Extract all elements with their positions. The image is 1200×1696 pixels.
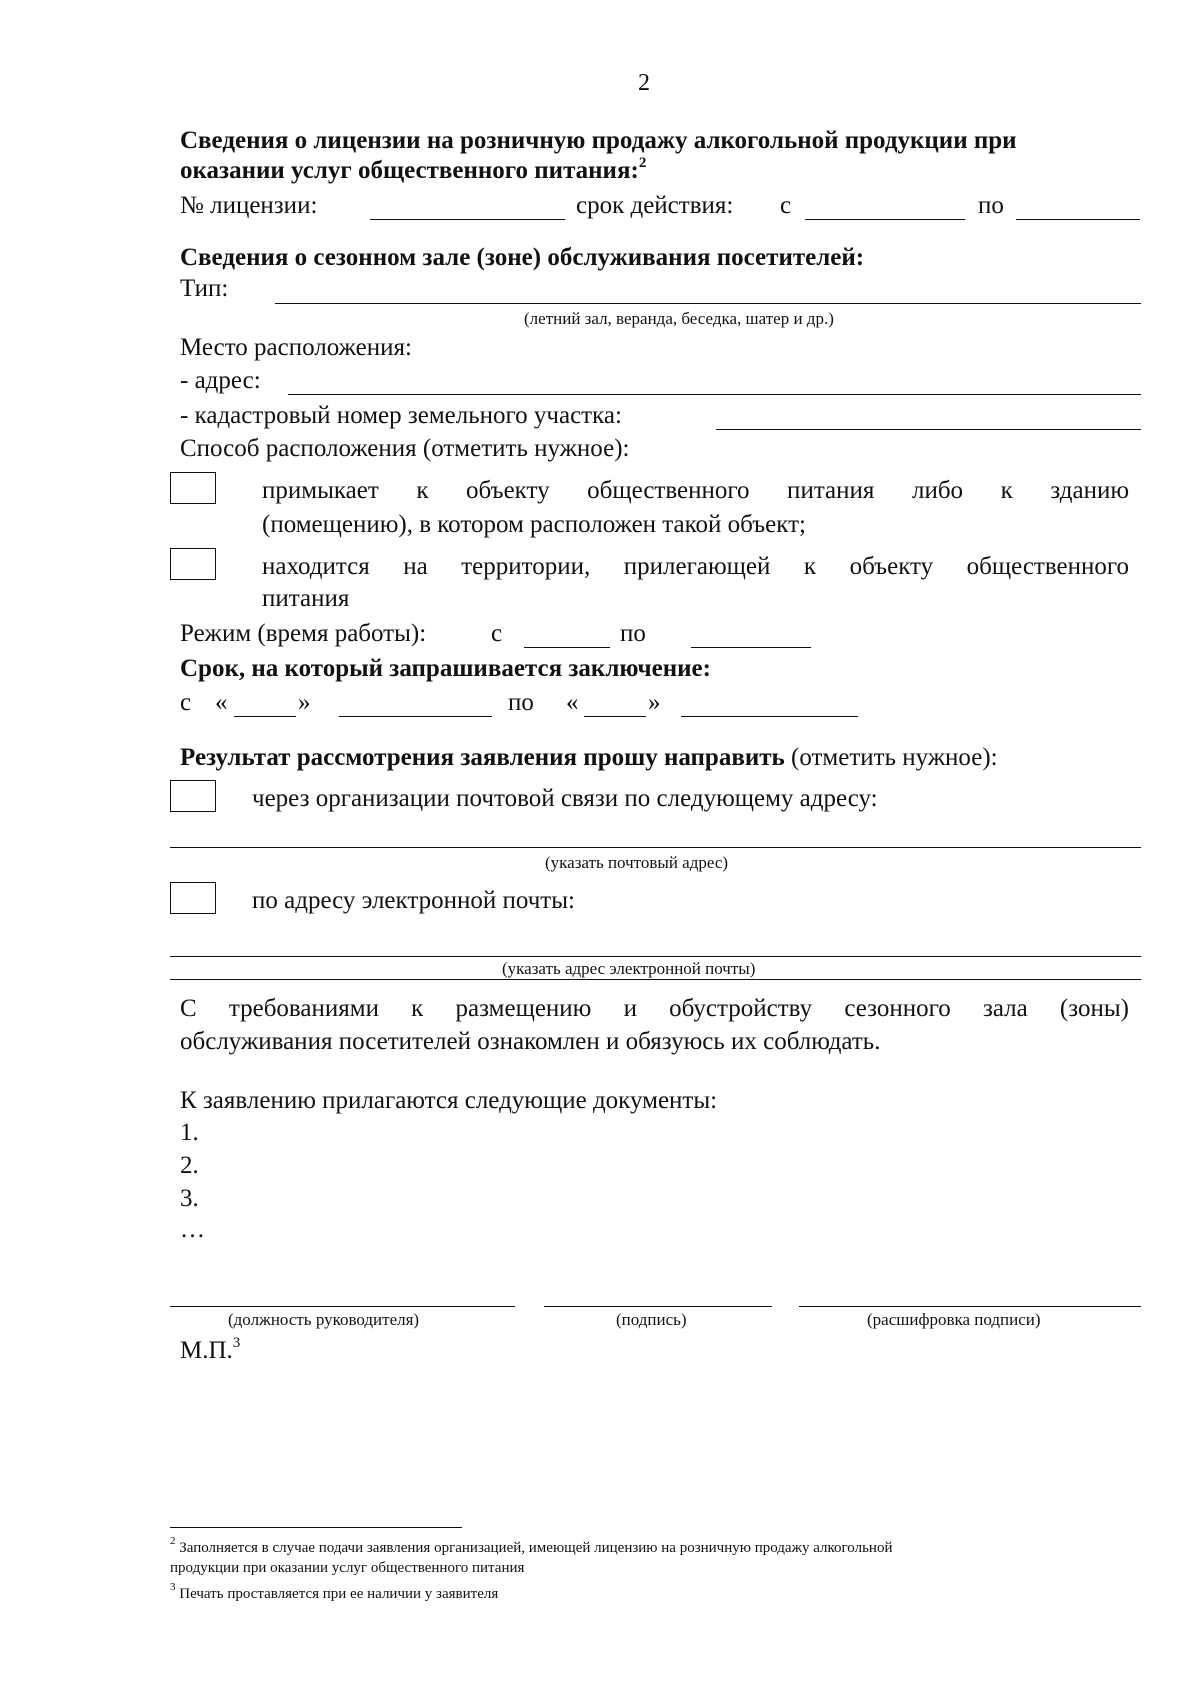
type-hint: (летний зал, веранда, беседка, шатер и др.) [524, 309, 834, 328]
footnote-2-line2: продукции при оказании услуг общественного питания [170, 1560, 525, 1576]
footnote-3 [170, 1581, 499, 1604]
position-field[interactable] [170, 1306, 515, 1307]
email-address-hint: (указать адрес электронной почты) [502, 959, 756, 978]
post-checkbox[interactable] [170, 780, 216, 812]
signature-hint: (подпись) [616, 1310, 687, 1329]
cadastral-field[interactable] [716, 429, 1141, 430]
signature-decode-field[interactable] [799, 1306, 1141, 1307]
type-field[interactable] [275, 303, 1141, 304]
license-from-label: с [780, 192, 792, 219]
license-heading-line2 [180, 156, 646, 186]
post-address-hint: (указать почтовый адрес) [545, 853, 729, 872]
email-option-label: по адресу электронной почты: [252, 887, 575, 914]
term-from-close-quote: » [298, 689, 311, 716]
location-label: Место расположения: [180, 334, 412, 361]
footnote-ref-2: 2 [638, 154, 647, 171]
cadastral-label: - кадастровый номер земельного участка: [180, 402, 622, 429]
term-to-month-year-field[interactable] [681, 716, 858, 717]
agreement-line2: обслуживания посетителей ознакомлен и обязуюсь их соблюдать. [180, 1028, 881, 1055]
hours-label: Режим (время работы): [180, 620, 427, 647]
term-from-day-field[interactable] [234, 716, 296, 717]
footnote-ref-3: 3 [232, 1334, 241, 1351]
result-heading [180, 743, 998, 773]
stamp-label [180, 1336, 240, 1366]
hours-from-field[interactable] [524, 647, 610, 648]
hours-from-label: с [491, 620, 503, 647]
adjacent-checkbox[interactable] [170, 472, 216, 504]
email-checkbox[interactable] [170, 882, 216, 914]
term-from-label: с [180, 689, 192, 716]
attachment-item-more: … [180, 1216, 205, 1243]
stamp-text: М.П. [180, 1337, 233, 1364]
term-from-open-quote: « [215, 689, 228, 716]
term-to-open-quote: « [566, 689, 579, 716]
term-from-month-year-field[interactable] [339, 716, 492, 717]
term-heading: Срок, на который запрашивается заключение: [180, 655, 711, 682]
attachment-item-3: 3. [180, 1185, 199, 1212]
license-to-label: по [978, 192, 1004, 219]
attachment-item-1: 1. [180, 1119, 199, 1146]
email-address-field[interactable] [170, 956, 1141, 957]
placement-label: Способ расположения (отметить нужное): [180, 435, 630, 462]
attachment-item-2: 2. [180, 1152, 199, 1179]
page-number: 2 [638, 70, 650, 96]
hours-to-field[interactable] [691, 647, 811, 648]
agreement-line1: С требованиями к размещению и обустройству сезонного зала (зоны) [180, 995, 1129, 1022]
term-to-day-field[interactable] [584, 716, 646, 717]
footnote-3-text: Печать проставляется при ее наличии у заявителя [179, 1586, 499, 1602]
address-label: - адрес: [180, 367, 261, 394]
term-to-close-quote: » [648, 689, 661, 716]
footnote-2-line1 [170, 1535, 893, 1558]
license-heading-line1: Сведения о лицензии на розничную продажу алкогольной продукции при [180, 127, 1017, 154]
footnote-2-text: Заполняется в случае подачи заявления организацией, имеющей лицензию на розничную продажу алкогольной [179, 1540, 893, 1556]
footnote-3-mark: 3 [170, 1581, 176, 1593]
footnote-2-mark: 2 [170, 1535, 176, 1547]
adjacent-option-line2: (помещению), в котором расположен такой объект; [262, 511, 806, 538]
signature-field[interactable] [544, 1306, 772, 1307]
hours-to-label: по [620, 620, 646, 647]
adjacent-option-line1: примыкает к объекту общественного питания либо к зданию [262, 477, 1129, 504]
seasonal-heading: Сведения о сезонном зале (зоне) обслуживания посетителей: [180, 244, 865, 271]
territory-checkbox[interactable] [170, 548, 216, 580]
position-hint: (должность руководителя) [228, 1310, 420, 1329]
territory-option-line1: находится на территории, прилегающей к объекту общественного [262, 553, 1129, 580]
license-number-field[interactable] [370, 219, 565, 220]
post-option-label: через организации почтовой связи по следующему адресу: [252, 785, 878, 812]
result-heading-normal: (отметить нужное): [791, 744, 998, 771]
address-field[interactable] [288, 394, 1141, 395]
attachments-label: К заявлению прилагаются следующие документы: [180, 1087, 718, 1114]
license-to-field[interactable] [1016, 219, 1140, 220]
footnote-separator [170, 1527, 462, 1528]
term-to-label: по [508, 689, 534, 716]
type-label: Тип: [180, 275, 229, 302]
email-hint-underline [170, 979, 1141, 980]
result-heading-bold: Результат рассмотрения заявления прошу направить [180, 744, 785, 771]
license-number-label: № лицензии: [180, 192, 318, 219]
post-address-field[interactable] [170, 847, 1141, 848]
license-validity-label: срок действия: [576, 192, 734, 219]
signature-decode-hint: (расшифровка подписи) [867, 1310, 1041, 1329]
territory-option-line2: питания [262, 585, 350, 612]
license-heading-line2-text: оказании услуг общественного питания: [180, 157, 639, 184]
license-from-field[interactable] [805, 219, 965, 220]
